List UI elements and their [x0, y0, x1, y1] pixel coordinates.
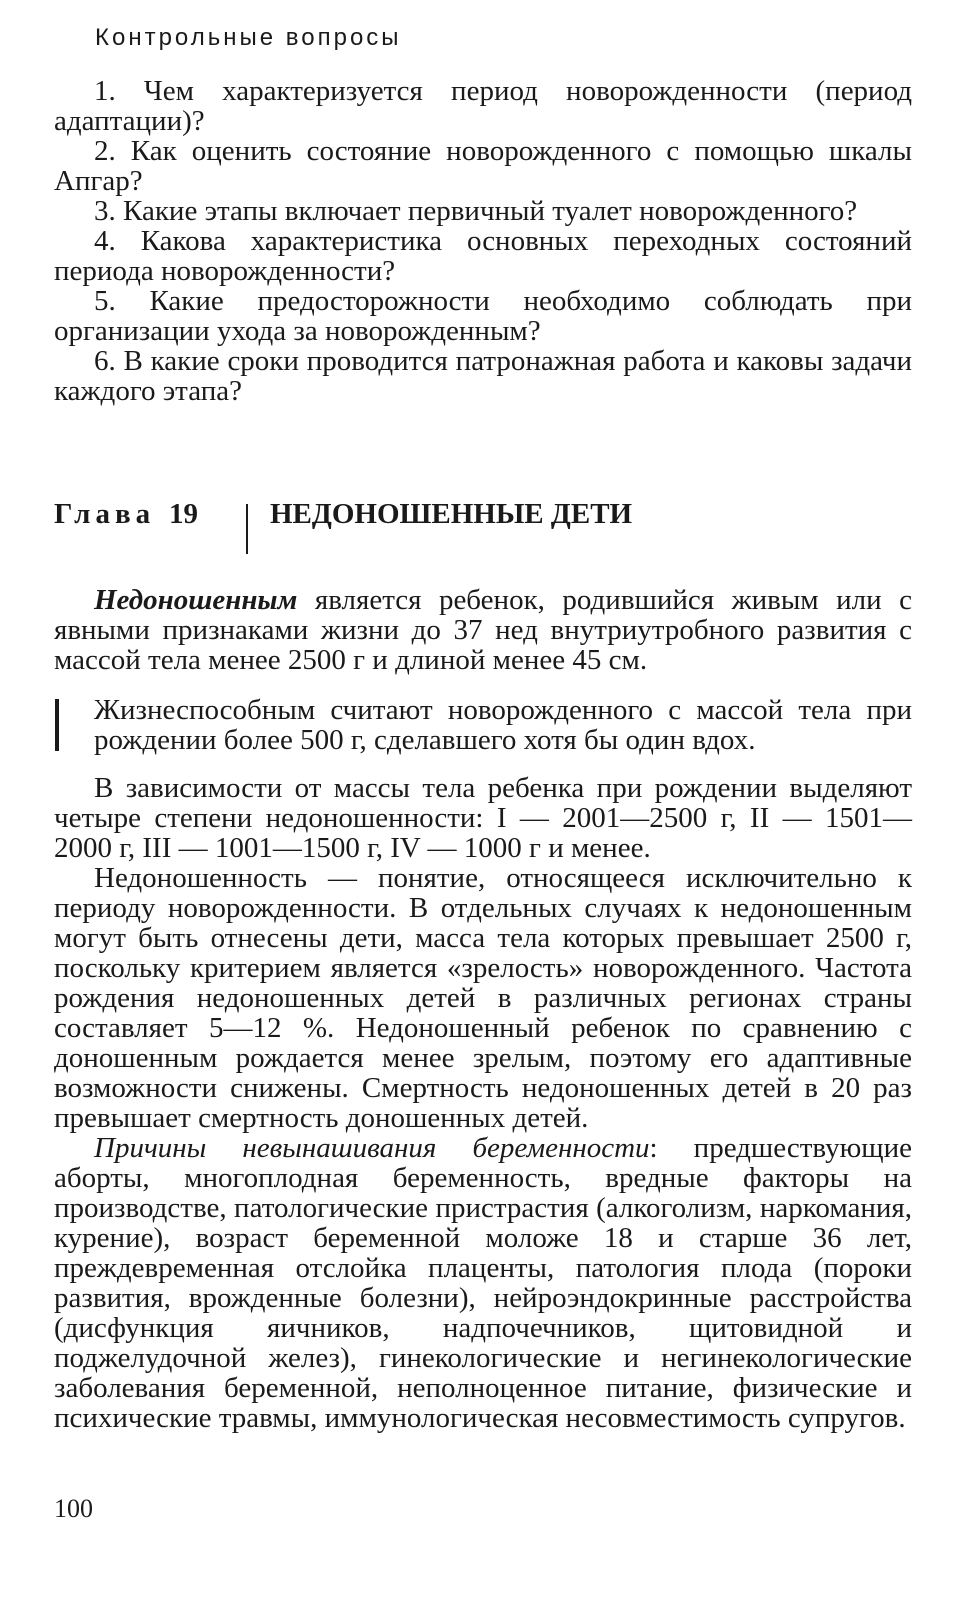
question-item: 2. Как оценить состояние новорожденного с помощью шкалы Апгар? — [54, 135, 912, 197]
intro-paragraph — [54, 585, 912, 675]
defined-term: Недоношенным — [94, 584, 298, 616]
side-mark — [55, 699, 59, 751]
question-item: 5. Какие предосторожности необходимо соблюдать при организации ухода за новорожденным? — [54, 285, 912, 347]
causes-label: Причины невынашивания беременности — [94, 1132, 650, 1164]
page-number: 100 — [54, 1494, 93, 1523]
chapter-heading — [54, 498, 912, 558]
intro-text: является ребенок, родившийся живым или с явными признаками жизни до 37 нед внутриутробного развития с массой тела менее 2500 г и длиной менее 45 см. — [54, 584, 912, 676]
control-questions-list — [54, 76, 912, 406]
chapter-label: Глава — [54, 498, 156, 530]
causes-text: : предшествующие аборты, многоплодная беременность, вредные факторы на производстве, патологические пристрастия (алкоголизм, наркомания, курение), возраст беременной моложе 18 и старше 36 лет, преждевременная отслойка плаценты, патология плода (пороки развития, врожденные болезни), нейроэндокринные расстройства (дисфункция яичников, надпочечников, щитовидной и поджелудочной желез), гинекологические и негинекологические заболевания беременной, неполноценное питание, физические и психические травмы, иммунологическая несовместимость супругов. — [54, 1132, 912, 1434]
viability-callout — [54, 695, 912, 755]
question-item: 6. В какие сроки проводится патронажная работа и каковы задачи каждого этапа? — [54, 345, 912, 407]
prematurity-paragraph: Недоношенность — понятие, относящееся исключительно к периоду новорожденности. В отдельных случаях к недоношенным могут быть отнесены дети, масса тела которых превышает 2500 г, поскольку критерием является «зрелость» новорожденного. Частота рождения недоношенных детей в различных регионах страны составляет 5—12 %. Недоношенный ребенок по сравнению с доношенным рождается менее зрелым, поэтому его адаптивные возможности снижены. Смертность недоношенных детей в 20 раз превышает смертность доношенных детей. — [54, 862, 912, 1134]
viability-text: Жизнеспособным считают новорожденного с массой тела при рождении более 500 г, сделавшего хотя бы один вдох. — [94, 694, 912, 756]
question-item: 3. Какие этапы включает первичный туалет новорожденного? — [94, 195, 858, 227]
chapter-title: НЕДОНОШЕННЫЕ ДЕТИ — [270, 498, 633, 530]
chapter-divider — [246, 504, 248, 554]
causes-paragraph — [54, 1133, 912, 1433]
degrees-paragraph: В зависимости от массы тела ребенка при рождении выделяют четыре степени недоношенности: I — 2001—2500 г, II — 1501—2000 г, III — 1001—1500 г, IV — 1000 г и менее. — [54, 772, 912, 864]
question-item: 4. Какова характеристика основных переходных состояний периода новорожденности? — [54, 225, 912, 287]
question-item: 1. Чем характеризуется период новорожденности (период адаптации)? — [54, 75, 912, 137]
chapter-number: 19 — [169, 498, 198, 530]
chapter-body — [54, 585, 912, 1433]
section-heading: Контрольные вопросы — [95, 24, 402, 51]
